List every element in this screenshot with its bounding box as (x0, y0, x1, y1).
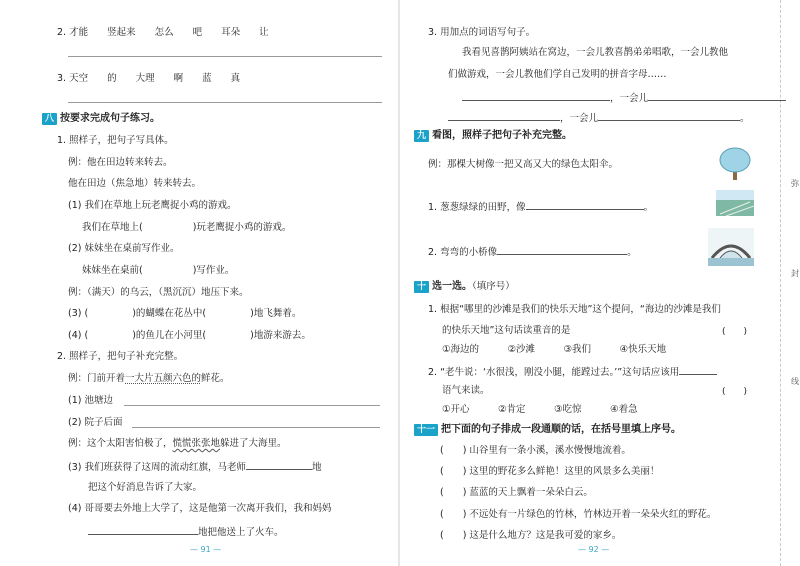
page-number: — 91 — (190, 545, 222, 554)
item-text: )的鱼儿在小河里( (132, 330, 207, 341)
fill-item (462, 90, 786, 105)
blank[interactable] (526, 199, 644, 210)
answer-line[interactable] (124, 405, 380, 406)
fill-item (82, 264, 234, 277)
question-text: 语气来读。 (442, 385, 490, 396)
example: 他在田边（焦急地）转来转去。 (68, 178, 202, 189)
order-item[interactable]: ( ) 这是什么地方？这是我可爱的家乡。 (440, 530, 622, 541)
item-text: 我们在草地上( (82, 222, 143, 233)
item-text: (3) ( (68, 308, 89, 319)
section-10-heading (414, 280, 515, 293)
blank[interactable] (246, 459, 312, 470)
page-number: — 92 — (578, 545, 610, 554)
item-text: (4) 哥哥要去外地上大学了，这是他第一次离开我们，我和妈妈 (68, 503, 332, 514)
blank[interactable] (462, 90, 610, 101)
item-text: )玩老鹰捉小鸡的游戏。 (192, 222, 292, 233)
item-text: 把这个好消息告诉了大家。 (88, 482, 203, 493)
item-text: 。 (643, 202, 654, 213)
fill-item (448, 110, 750, 125)
blank[interactable] (598, 110, 740, 121)
example-text: 例：门前开着 (68, 373, 126, 384)
answer-line[interactable] (68, 102, 382, 103)
example-text: 鲜花。 (201, 373, 230, 384)
right-page (400, 0, 800, 566)
item-text: )地游来游去。 (250, 330, 311, 341)
item-text: 2. “老牛说：‘水很浅，刚没小腿，能蹚过去。’”这句话应该用 (428, 367, 680, 378)
question-heading: 2. 照样子，把句子补充完整。 (57, 351, 184, 362)
item-text: (4) ( (68, 330, 89, 341)
question-text (428, 364, 717, 379)
section-title: 选一选。 (432, 281, 473, 292)
section-title: 把下面的句子排成一段通顺的话，在括号里填上序号。 (441, 424, 682, 435)
example (68, 437, 287, 450)
left-page (0, 0, 398, 566)
section-note: （填序号） (472, 281, 515, 292)
example-emphasis: 一大片五颜六色的 (125, 373, 202, 384)
blank[interactable] (648, 90, 786, 101)
options: ①海边的 ②沙滩 ③我们 ④快乐天地 (442, 344, 667, 355)
question-heading: 3. 用加点的词语写句子。 (428, 27, 536, 38)
fill-item (428, 244, 637, 259)
fill-item (68, 329, 311, 342)
item-text: )地飞舞着。 (250, 308, 302, 319)
item-text: (2) 妹妹坐在桌前写作业。 (68, 243, 180, 254)
order-item[interactable]: ( ) 这里的野花多么鲜艳！这里的风景多么美丽！ (440, 466, 660, 477)
example-text: 例：这个太阳害怕极了， (68, 438, 173, 449)
answer-paren[interactable]: ( ) (722, 387, 748, 397)
options: ①开心 ②肯定 ③吃惊 ④着急 (442, 404, 638, 415)
section-9-heading (414, 129, 572, 142)
field-picture (716, 190, 754, 216)
item-text: 。 (740, 113, 750, 124)
passage-line: 我看见喜鹊阿姨站在窝边，一会儿教喜鹊弟弟唱歌，一会儿教他 (462, 47, 729, 58)
section-badge: 八 (42, 113, 57, 125)
answer-paren[interactable]: ( ) (722, 327, 748, 337)
margin-char: 弥 (791, 179, 799, 188)
fill-item (68, 459, 322, 474)
order-item[interactable]: ( ) 蓝蓝的天上飘着一朵朵白云。 (440, 487, 593, 498)
item-text: ，一会儿 (610, 93, 649, 104)
fill-item (82, 221, 291, 234)
blank[interactable] (497, 244, 627, 255)
tree-picture (716, 146, 754, 180)
fill-item (428, 199, 653, 214)
item-text: )写作业。 (192, 265, 235, 276)
item-text: 地 (311, 462, 322, 473)
order-item[interactable]: ( ) 山谷里有一条小溪，溪水慢慢地流着。 (440, 445, 631, 456)
example (68, 372, 230, 385)
answer-line[interactable] (68, 56, 382, 57)
item-text: (1) 池塘边 (68, 395, 113, 406)
item-text: 。 (627, 247, 637, 258)
item-text: 妹妹坐在桌前( (82, 265, 143, 276)
example: 例：那棵大树像一把又高又大的绿色太阳伞。 (428, 159, 619, 170)
item-text: )的蝴蝶在花丛中( (132, 308, 207, 319)
blank[interactable] (88, 524, 198, 535)
section-badge: 十一 (414, 424, 438, 436)
section-badge: 十 (414, 281, 429, 293)
margin-char: 线 (791, 377, 799, 386)
example-emphasis: 慌慌张张地 (172, 438, 221, 449)
item-text: 1. 葱葱绿绿的田野，像 (428, 202, 526, 213)
item-text: (1) 我们在草地上玩老鹰捉小鸡的游戏。 (68, 200, 237, 211)
fill-item (88, 524, 284, 539)
section-11-heading (414, 423, 681, 436)
section-badge: 九 (414, 130, 429, 142)
item-text: (2) 院子后面 (68, 417, 123, 428)
bridge-picture (708, 228, 754, 266)
item-text: ，一会儿 (560, 113, 599, 124)
question-text: 的快乐天地”这句话读重音的是 (442, 325, 571, 336)
item-text: (3) 我们班获得了这周的流动红旗，马老师 (68, 462, 246, 473)
example: 例：（满天）的乌云，（黑沉沉）地压下来。 (68, 287, 249, 298)
question-text: 1. 根据“哪里的沙滩是我们的快乐天地”这个提问，“海边的沙滩是我们 (428, 304, 721, 315)
section-8-heading (42, 112, 160, 125)
sentence-q2: 2. 才能 竖起来 怎么 吧 耳朵 让 (57, 27, 269, 38)
margin-char: 封 (791, 269, 799, 278)
answer-line[interactable] (132, 427, 380, 428)
question-heading: 1. 照样子，把句子写具体。 (57, 135, 174, 146)
section-title: 按要求完成句子练习。 (60, 113, 161, 124)
order-item[interactable]: ( ) 不远处有一片绿色的竹林，竹林边开着一朵朵火红的野花。 (440, 509, 717, 520)
item-text: 2. 弯弯的小桥像 (428, 247, 498, 258)
sentence-q3: 3. 天空 的 大理 啊 蓝 真 (57, 73, 241, 84)
blank[interactable] (448, 110, 560, 121)
item-text: 地把他送上了火车。 (198, 527, 284, 538)
fill-item (68, 307, 301, 320)
blank[interactable] (679, 364, 717, 375)
section-title: 看图，照样子把句子补充完整。 (432, 130, 573, 141)
example: 例：他在田边转来转去。 (68, 157, 173, 168)
passage-line: 们做游戏，一会儿教他们学自己发明的拼音字母…… (448, 69, 667, 80)
example-text: 躲进了大海里。 (220, 438, 287, 449)
